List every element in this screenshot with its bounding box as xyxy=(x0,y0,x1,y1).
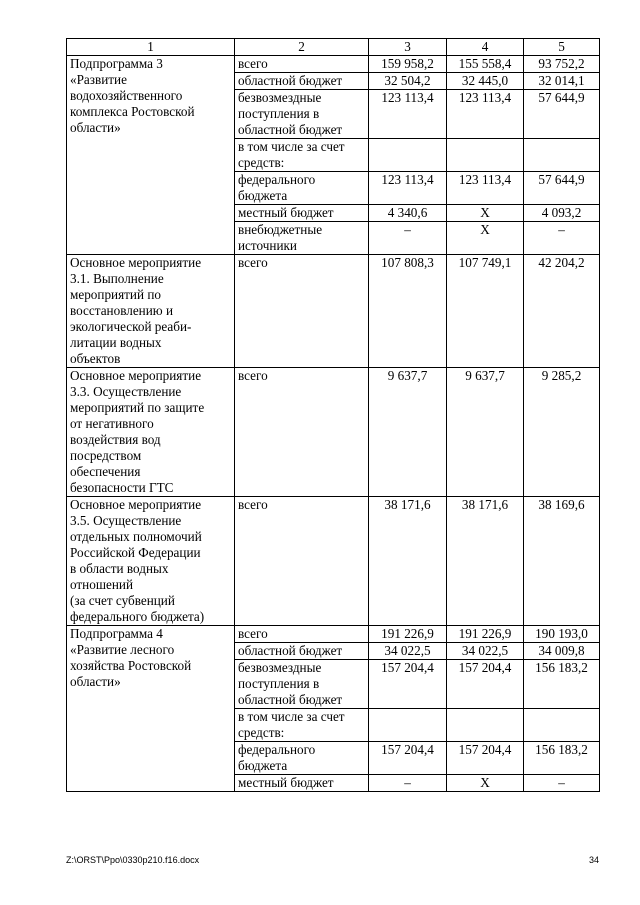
funding-source-cell: местный бюджет xyxy=(235,775,369,792)
funding-source-cell: всего xyxy=(235,255,369,368)
value-cell-c5 xyxy=(524,139,600,172)
value-cell-c3: 107 808,3 xyxy=(369,255,447,368)
value-cell-c5: 156 183,2 xyxy=(524,660,600,709)
value-cell-c3: 123 113,4 xyxy=(369,172,447,205)
value-cell-c4 xyxy=(447,709,524,742)
value-cell-c5: 42 204,2 xyxy=(524,255,600,368)
value-cell-c3: – xyxy=(369,222,447,255)
page-number: 34 xyxy=(588,855,599,865)
value-cell-c4: 157 204,4 xyxy=(447,742,524,775)
funding-source-cell: всего xyxy=(235,497,369,626)
table-row xyxy=(67,56,600,73)
footer-file-path: Z:\ORST\Ppo\0330p210.f16.docx xyxy=(66,855,200,865)
value-cell-c3 xyxy=(369,139,447,172)
value-cell-c5: 57 644,9 xyxy=(524,90,600,139)
program-name-cell: Подпрограмма 4 «Развитие лесного хозяйства Ростовской области» xyxy=(67,626,235,792)
value-cell-c5: 156 183,2 xyxy=(524,742,600,775)
table-row xyxy=(67,368,600,497)
header-cell-col3: 3 xyxy=(369,39,447,56)
funding-source-cell: федерального бюджета xyxy=(235,742,369,775)
value-cell-c4: 107 749,1 xyxy=(447,255,524,368)
value-cell-c4: 157 204,4 xyxy=(447,660,524,709)
value-cell-c5: 38 169,6 xyxy=(524,497,600,626)
table-row xyxy=(67,255,600,368)
value-cell-c4 xyxy=(447,139,524,172)
funding-source-cell: областной бюджет xyxy=(235,643,369,660)
value-cell-c5: 4 093,2 xyxy=(524,205,600,222)
value-cell-c4: Х xyxy=(447,222,524,255)
budget-table-body xyxy=(67,39,600,792)
program-name-cell: Подпрограмма 3 «Развитие водохозяйственного комплекса Ростовской области» xyxy=(67,56,235,255)
value-cell-c5: 93 752,2 xyxy=(524,56,600,73)
value-cell-c4: 123 113,4 xyxy=(447,172,524,205)
value-cell-c3 xyxy=(369,709,447,742)
value-cell-c4: 9 637,7 xyxy=(447,368,524,497)
value-cell-c4: 38 171,6 xyxy=(447,497,524,626)
value-cell-c3: 191 226,9 xyxy=(369,626,447,643)
value-cell-c4: Х xyxy=(447,205,524,222)
value-cell-c3: 38 171,6 xyxy=(369,497,447,626)
funding-source-cell: внебюджетные источники xyxy=(235,222,369,255)
value-cell-c3: 32 504,2 xyxy=(369,73,447,90)
value-cell-c3: 157 204,4 xyxy=(369,742,447,775)
value-cell-c5: – xyxy=(524,775,600,792)
value-cell-c5: 190 193,0 xyxy=(524,626,600,643)
funding-source-cell: в том числе за счет средств: xyxy=(235,709,369,742)
value-cell-c3: 157 204,4 xyxy=(369,660,447,709)
value-cell-c5: 32 014,1 xyxy=(524,73,600,90)
value-cell-c3: 123 113,4 xyxy=(369,90,447,139)
funding-source-cell: местный бюджет xyxy=(235,205,369,222)
value-cell-c4: Х xyxy=(447,775,524,792)
header-cell-col1: 1 xyxy=(67,39,235,56)
value-cell-c3: 4 340,6 xyxy=(369,205,447,222)
budget-table xyxy=(66,38,600,792)
value-cell-c4: 191 226,9 xyxy=(447,626,524,643)
funding-source-cell: всего xyxy=(235,56,369,73)
funding-source-cell: безвозмездные поступления в областной бюджет xyxy=(235,90,369,139)
value-cell-c4: 34 022,5 xyxy=(447,643,524,660)
value-cell-c3: 9 637,7 xyxy=(369,368,447,497)
value-cell-c5: 34 009,8 xyxy=(524,643,600,660)
value-cell-c3: – xyxy=(369,775,447,792)
value-cell-c5: 57 644,9 xyxy=(524,172,600,205)
funding-source-cell: безвозмездные поступления в областной бюджет xyxy=(235,660,369,709)
value-cell-c4: 155 558,4 xyxy=(447,56,524,73)
header-cell-col4: 4 xyxy=(447,39,524,56)
funding-source-cell: областной бюджет xyxy=(235,73,369,90)
funding-source-cell: в том числе за счет средств: xyxy=(235,139,369,172)
header-row xyxy=(67,39,600,56)
funding-source-cell: федерального бюджета xyxy=(235,172,369,205)
table-row xyxy=(67,497,600,626)
value-cell-c4: 32 445,0 xyxy=(447,73,524,90)
funding-source-cell: всего xyxy=(235,368,369,497)
header-cell-col5: 5 xyxy=(524,39,600,56)
program-name-cell: Основное мероприятие 3.5. Осуществление отдельных полномочий Российской Федерации в области водных отношений (за счет субвенций федерального бюджета) xyxy=(67,497,235,626)
header-cell-col2: 2 xyxy=(235,39,369,56)
value-cell-c5: 9 285,2 xyxy=(524,368,600,497)
value-cell-c5: – xyxy=(524,222,600,255)
program-name-cell: Основное мероприятие 3.3. Осуществление мероприятий по защите от негативного воздействия вод посредством обеспечения безопасности ГТС xyxy=(67,368,235,497)
program-name-cell: Основное мероприятие 3.1. Выполнение мероприятий по восстановлению и экологической реаби- литации водных объектов xyxy=(67,255,235,368)
value-cell-c4: 123 113,4 xyxy=(447,90,524,139)
value-cell-c3: 159 958,2 xyxy=(369,56,447,73)
table-row xyxy=(67,626,600,643)
value-cell-c3: 34 022,5 xyxy=(369,643,447,660)
funding-source-cell: всего xyxy=(235,626,369,643)
value-cell-c5 xyxy=(524,709,600,742)
